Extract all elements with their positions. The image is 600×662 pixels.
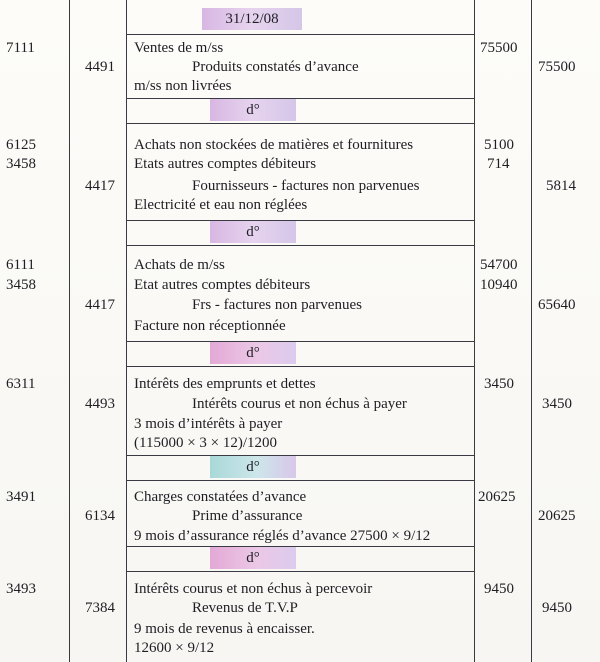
debit-amount: 10940 (480, 277, 518, 293)
credit-amount: 65640 (538, 297, 576, 313)
debit-label: Etats autres comptes débiteurs (134, 156, 317, 172)
entry-note: 3 mois d’intérêts à payer (134, 416, 283, 432)
entry-note: m/ss non livrées (134, 78, 232, 94)
date-header: 31/12/08 (202, 8, 302, 30)
debit-label: Intérêts courus et non échus à percevoir (134, 581, 373, 597)
row-rule (126, 98, 474, 99)
entry-note: (115000 × 3 × 12)/1200 (134, 435, 278, 451)
debit-account: 6125 (6, 137, 36, 153)
debit-label: Achats non stockées de matières et fournitures (134, 137, 414, 153)
credit-label: Intérêts courus et non échus à payer (192, 396, 407, 412)
debit-amount: 75500 (480, 40, 518, 56)
credit-label: Revenus de T.V.P (192, 600, 298, 616)
credit-amount: 75500 (538, 59, 576, 75)
debit-label: Etat autres comptes débiteurs (134, 277, 311, 293)
credit-account: 4491 (85, 59, 115, 75)
debit-account: 3491 (6, 489, 36, 505)
credit-label: Produits constatés d’avance (192, 59, 359, 75)
same-date-marker: d° (210, 547, 296, 569)
row-rule (126, 366, 474, 367)
credit-amount: 9450 (542, 600, 572, 616)
debit-account: 3458 (6, 156, 36, 172)
same-date-marker: d° (210, 342, 296, 364)
credit-account: 6134 (85, 508, 115, 524)
debit-amount: 54700 (480, 257, 518, 273)
credit-account: 4417 (85, 178, 115, 194)
debit-account: 7111 (6, 40, 35, 56)
debit-account: 3493 (6, 581, 36, 597)
same-date-marker: d° (210, 456, 296, 478)
credit-label: Frs - factures non parvenues (192, 297, 362, 313)
entry-note: 9 mois de revenus à encaisser. (134, 621, 315, 637)
debit-label: Intérêts des emprunts et dettes (134, 376, 316, 392)
credit-amount: 20625 (538, 508, 576, 524)
row-rule (126, 245, 474, 246)
row-rule (126, 341, 474, 342)
debit-label: Achats de m/ss (134, 257, 225, 273)
credit-account: 4417 (85, 297, 115, 313)
debit-label: Ventes de m/ss (134, 40, 224, 56)
entry-note: Facture non réceptionnée (134, 318, 286, 334)
row-rule (126, 123, 474, 124)
credit-account: 7384 (85, 600, 115, 616)
row-rule (126, 571, 474, 572)
debit-amount: 5100 (484, 137, 514, 153)
same-date-marker: d° (210, 99, 296, 121)
row-rule (126, 480, 474, 481)
credit-amount: 3450 (542, 396, 572, 412)
debit-amount: 9450 (484, 581, 514, 597)
entry-note: Electricité et eau non réglées (134, 197, 308, 213)
credit-label: Prime d’assurance (192, 508, 303, 524)
debit-amount: 20625 (478, 489, 516, 505)
credit-account: 4493 (85, 396, 115, 412)
row-rule (126, 220, 474, 221)
credit-amount: 5814 (546, 178, 576, 194)
row-rule (126, 34, 474, 35)
credit-label: Fournisseurs - factures non parvenues (192, 178, 420, 194)
debit-account: 3458 (6, 277, 36, 293)
debit-label: Charges constatées d’avance (134, 489, 307, 505)
row-rule (126, 546, 474, 547)
entry-note: 12600 × 9/12 (134, 640, 215, 656)
same-date-marker: d° (210, 221, 296, 243)
row-rule (126, 455, 474, 456)
column-rule (69, 0, 70, 662)
column-rule (531, 0, 532, 662)
debit-amount: 3450 (484, 376, 514, 392)
debit-amount: 714 (487, 156, 510, 172)
debit-account: 6311 (6, 376, 36, 392)
debit-account: 6111 (6, 257, 35, 273)
column-rule (126, 0, 127, 662)
entry-note: 9 mois d’assurance réglés d’avance 27500 × 9/12 (134, 528, 431, 544)
column-rule (474, 0, 475, 662)
